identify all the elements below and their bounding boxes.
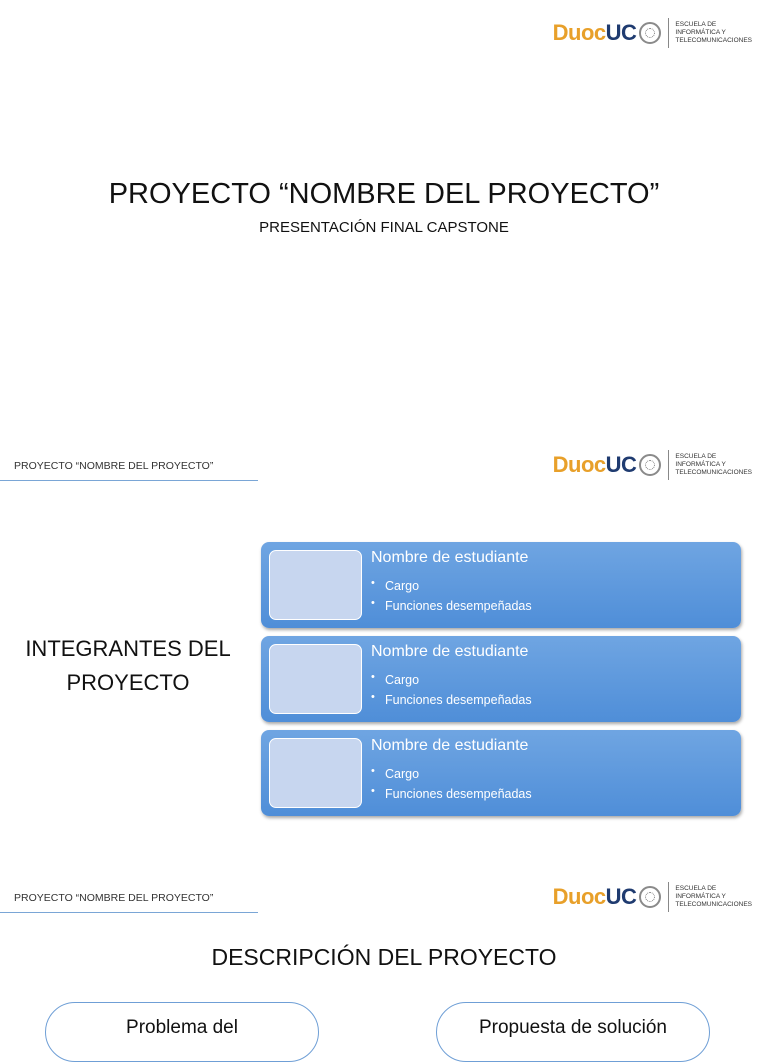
logo-divider xyxy=(668,882,669,912)
member-role: • Cargo xyxy=(371,576,532,596)
duoc-uc-logo xyxy=(553,880,752,914)
logo-school-name xyxy=(675,453,752,477)
logo-brand-duoc: Duoc xyxy=(552,452,606,477)
logo-divider xyxy=(668,450,669,480)
member-details xyxy=(371,764,532,804)
member-functions: • Funciones desempeñadas xyxy=(371,690,532,710)
seal-icon xyxy=(639,22,661,44)
member-photo-placeholder xyxy=(269,644,362,714)
member-functions: • Funciones desempeñadas xyxy=(371,784,532,804)
logo-school-line: TELECOMUNICACIONES xyxy=(675,901,752,908)
logo-school-line: INFORMÁTICA Y xyxy=(675,29,726,36)
logo-brand-uc: UC xyxy=(605,884,637,909)
member-photo-placeholder xyxy=(269,550,362,620)
logo-divider xyxy=(668,18,669,48)
member-functions: • Funciones desempeñadas xyxy=(371,596,532,616)
header-underline xyxy=(0,912,258,913)
member-card xyxy=(261,636,741,722)
logo-brand-duoc: Duoc xyxy=(552,884,606,909)
project-title: PROYECTO “NOMBRE DEL PROYECTO” xyxy=(108,178,660,210)
seal-icon xyxy=(639,886,661,908)
member-photo-placeholder xyxy=(269,738,362,808)
slide-members xyxy=(0,432,768,864)
logo-school-line: ESCUELA DE xyxy=(675,885,717,892)
members-title-line: PROYECTO xyxy=(66,670,190,695)
members-title xyxy=(10,632,246,700)
slide-header-project: PROYECTO “NOMBRE DEL PROYECTO” xyxy=(14,892,214,904)
slide-title xyxy=(0,0,768,432)
logo-school-line: TELECOMUNICACIONES xyxy=(675,37,752,44)
duoc-uc-logo xyxy=(553,448,752,482)
member-card xyxy=(261,542,741,628)
project-subtitle: PRESENTACIÓN FINAL CAPSTONE xyxy=(259,219,509,236)
logo-school-line: INFORMÁTICA Y xyxy=(675,461,726,468)
logo-school-name xyxy=(675,885,752,909)
member-role: • Cargo xyxy=(371,670,532,690)
members-title-line: INTEGRANTES DEL xyxy=(25,636,231,661)
logo-brand-uc: UC xyxy=(605,20,637,45)
header-underline xyxy=(0,480,258,481)
slide-description xyxy=(0,864,768,1038)
logo-school-line: ESCUELA DE xyxy=(675,21,717,28)
logo-school-line: ESCUELA DE xyxy=(675,453,717,460)
logo-school-line: INFORMÁTICA Y xyxy=(675,893,726,900)
duoc-uc-logo xyxy=(553,16,752,50)
member-name: Nombre de estudiante xyxy=(371,549,529,566)
seal-icon xyxy=(639,454,661,476)
member-card xyxy=(261,730,741,816)
member-role: • Cargo xyxy=(371,764,532,784)
member-details xyxy=(371,670,532,710)
member-details xyxy=(371,576,532,616)
logo-brand-duoc: Duoc xyxy=(552,20,606,45)
logo-brand-uc: UC xyxy=(605,452,637,477)
slide-header-project: PROYECTO “NOMBRE DEL PROYECTO” xyxy=(14,460,214,472)
problem-box: Problema del xyxy=(45,1002,319,1062)
description-title: DESCRIPCIÓN DEL PROYECTO xyxy=(211,944,557,970)
logo-school-name xyxy=(675,21,752,45)
member-name: Nombre de estudiante xyxy=(371,737,529,754)
solution-box: Propuesta de solución xyxy=(436,1002,710,1062)
member-name: Nombre de estudiante xyxy=(371,643,529,660)
logo-school-line: TELECOMUNICACIONES xyxy=(675,469,752,476)
